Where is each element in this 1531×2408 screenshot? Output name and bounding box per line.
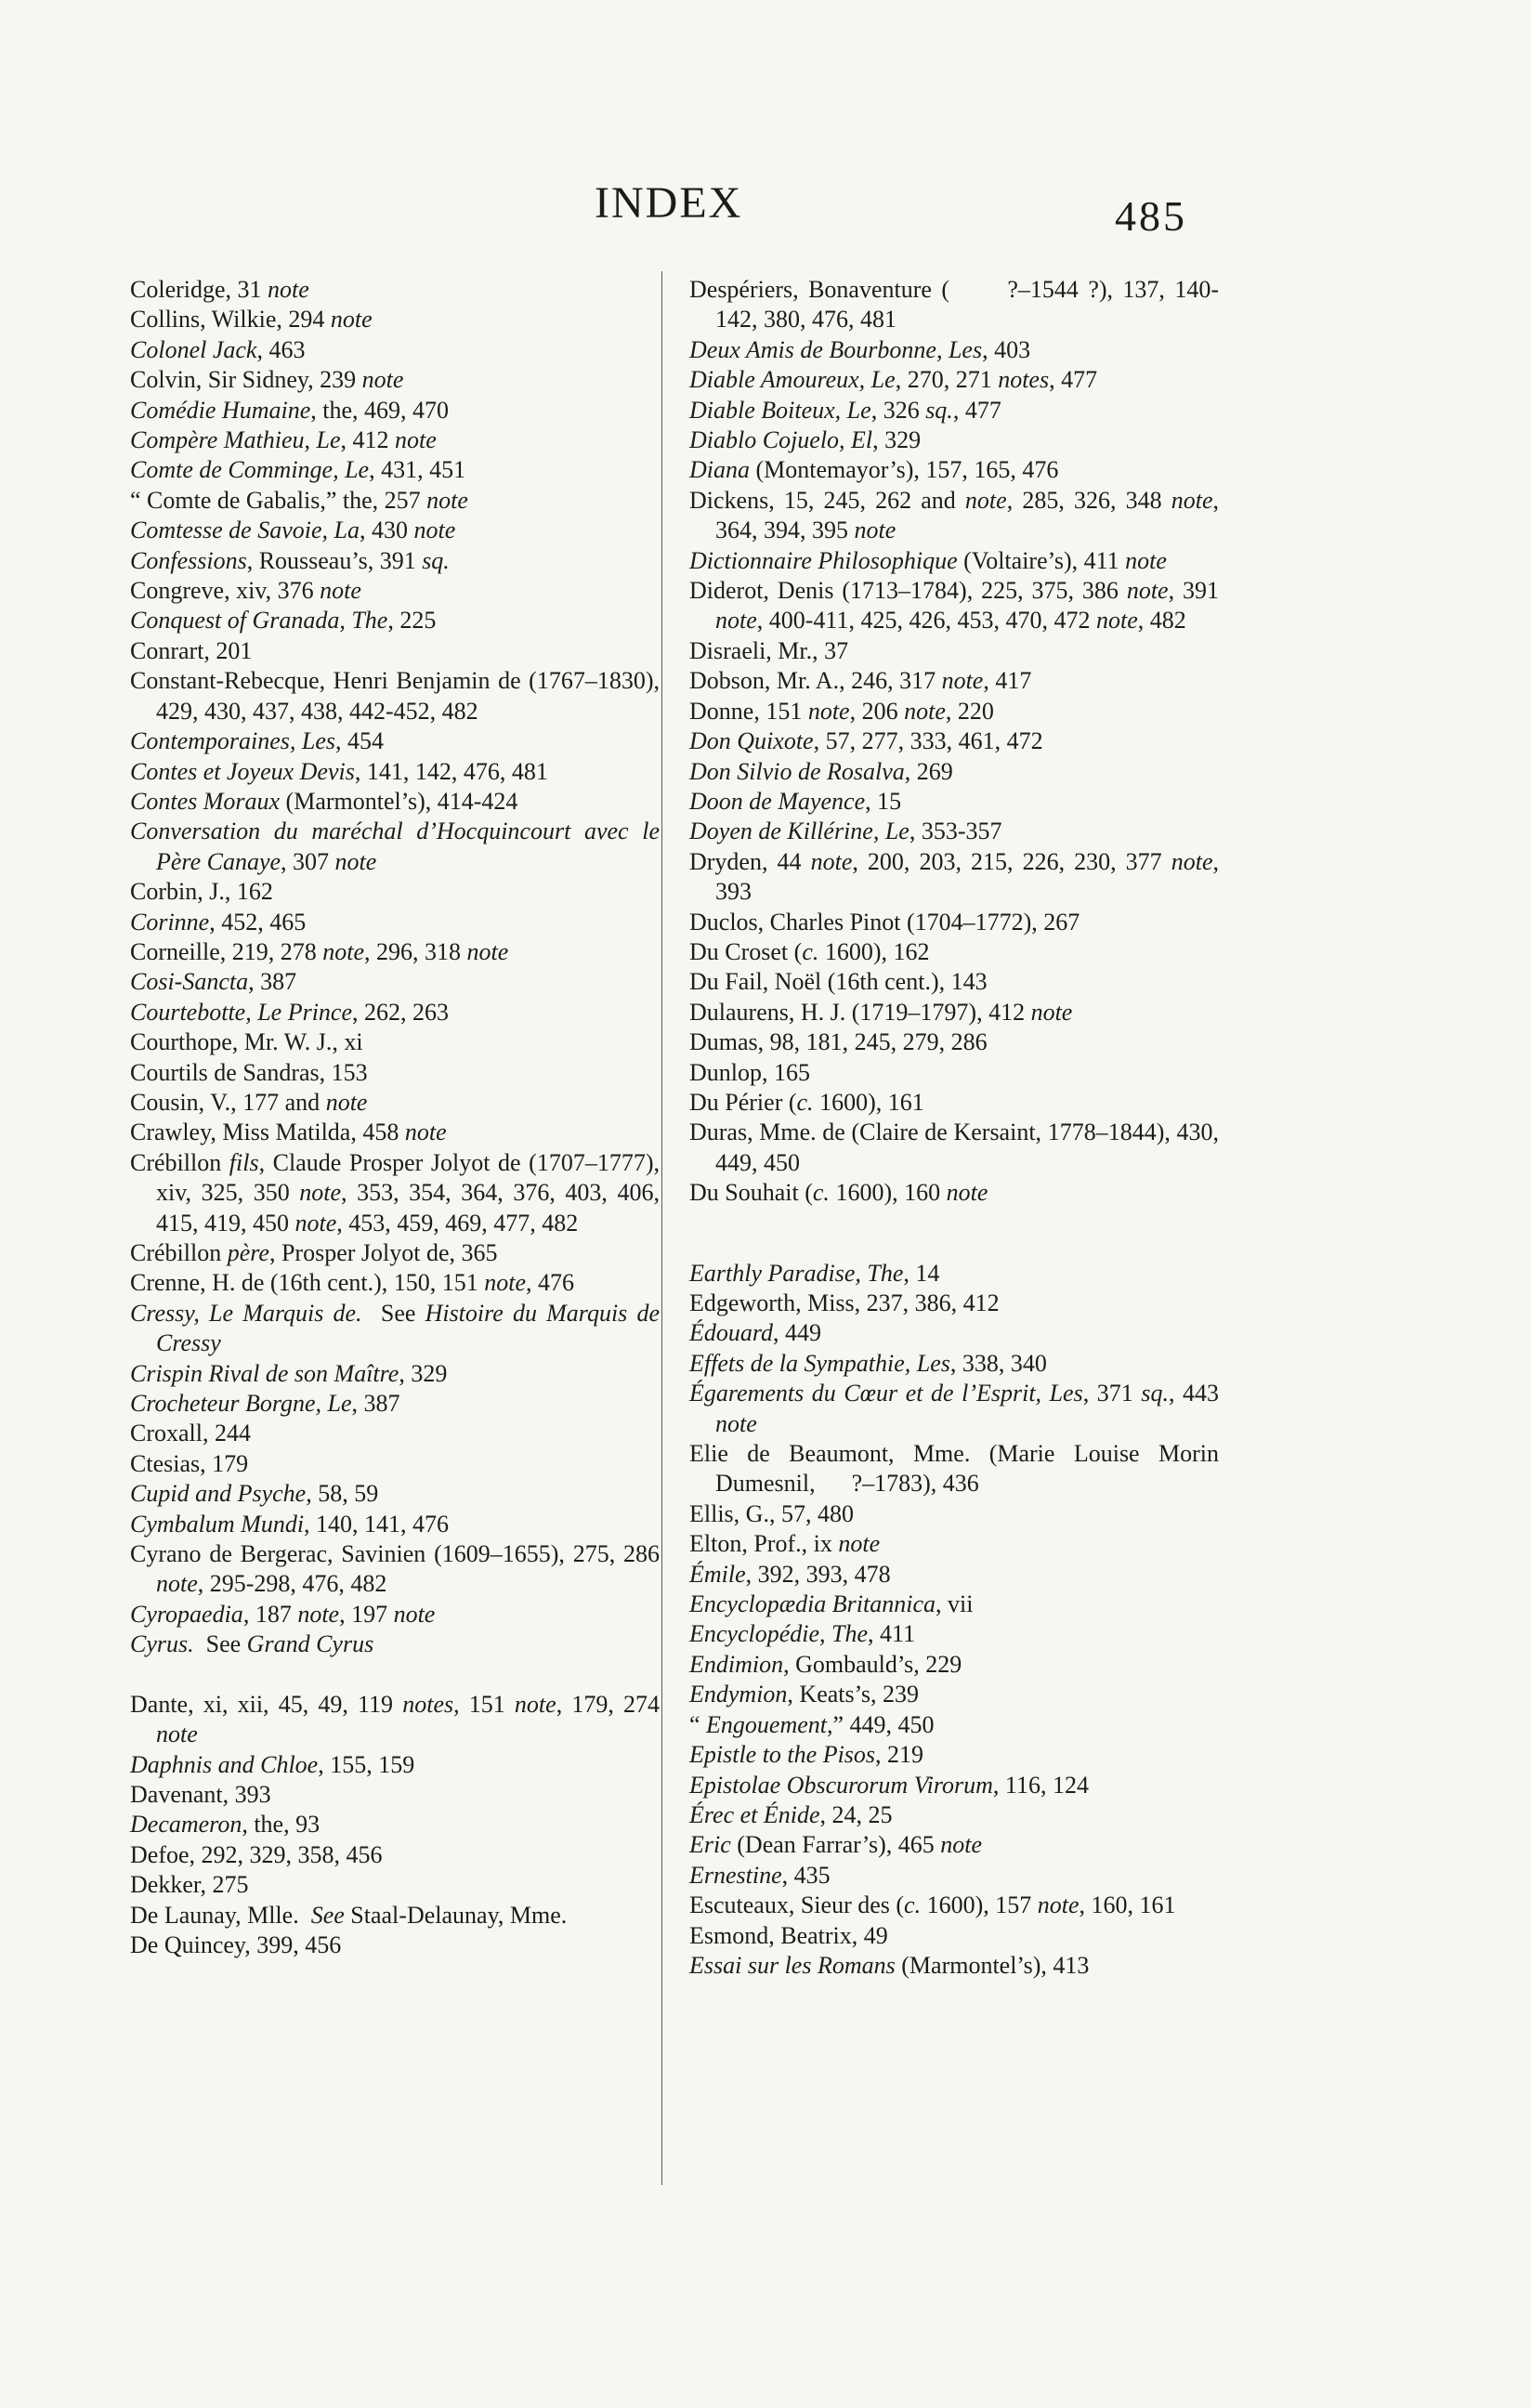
index-entry-cyropaedia: Cyropaedia, 187 note, 197 note <box>130 1600 436 1628</box>
index-entry-dumas: Dumas, 98, 181, 245, 279, 286 <box>689 1028 988 1056</box>
letter-group-spacer <box>689 1209 1219 1259</box>
index-entry-cyrus: Cyrus. See Grand Cyrus <box>130 1630 374 1658</box>
index-entry-escuteaux: Escuteaux, Sieur des (c. 1600), 157 note, 160, 161 <box>689 1891 1176 1919</box>
index-entry-edgeworth: Edgeworth, Miss, 237, 386, 412 <box>689 1289 1000 1316</box>
index-entry-doyen-de-killerine: Doyen de Killérine, Le, 353-357 <box>689 818 1002 845</box>
index-entry-contes-et-joyeux-devis: Contes et Joyeux Devis, 141, 142, 476, 481 <box>130 757 548 785</box>
index-entry-cosi-sancta: Cosi-Sancta, 387 <box>130 968 297 996</box>
index-entry-dobson: Dobson, Mr. A., 246, 317 note, 417 <box>689 667 1032 695</box>
index-entry-dryden: Dryden, 44 note, 200, 203, 215, 226, 230, 377 note, 393 <box>689 847 1220 906</box>
index-entry-erec-et-enide: Érec et Énide, 24, 25 <box>689 1800 893 1828</box>
index-entry-crebillon-fils: Crébillon fils, Claude Prosper Jolyot de (1707–1777), xiv, 325, 350 note, 353, 354, 364, 376, 403, 406, 415, 419, 450 note, 453, 459, 469, 477, 482 <box>130 1148 660 1237</box>
index-entry-cupid-and-psyche: Cupid and Psyche, 58, 59 <box>130 1480 379 1508</box>
index-entry-disraeli: Disraeli, Mr., 37 <box>689 636 849 664</box>
index-entry-endimion: Endimion, Gombauld’s, 229 <box>689 1650 962 1678</box>
index-entry-collins: Collins, Wilkie, 294 note <box>130 306 373 334</box>
index-entry-desperiers: Despériers, Bonaventure ( ?–1544 ?), 137, 140-142, 380, 476, 481 <box>689 276 1219 334</box>
index-entry-du-perier: Du Périer (c. 1600), 161 <box>689 1088 924 1116</box>
index-entry-earthly-paradise: Earthly Paradise, The, 14 <box>689 1259 940 1287</box>
index-entry-esmond: Esmond, Beatrix, 49 <box>689 1921 888 1949</box>
index-entry-essai-sur-les-romans: Essai sur les Romans (Marmontel’s), 413 <box>689 1951 1090 1979</box>
index-entry-conversation-du-marechal: Conversation du maréchal d’Hocquincourt avec le Père Canaye, 307 note <box>130 818 660 875</box>
index-entry-confessions: Confessions, Rousseau’s, 391 sq. <box>130 546 450 574</box>
index-entry-de-quincey: De Quincey, 399, 456 <box>130 1930 342 1958</box>
index-entry-epistle-to-the-pisos: Epistle to the Pisos, 219 <box>689 1741 924 1769</box>
index-entry-davenant: Davenant, 393 <box>130 1780 271 1808</box>
index-entry-effets-de-la-sympathie: Effets de la Sympathie, Les, 338, 340 <box>689 1349 1047 1377</box>
index-entry-courthope: Courthope, Mr. W. J., xi <box>130 1028 363 1056</box>
index-entry-congreve: Congreve, xiv, 376 note <box>130 577 361 605</box>
index-entry-cyrano: Cyrano de Bergerac, Savinien (1609–1655), 275, 286 note, 295-298, 476, 482 <box>130 1540 660 1598</box>
index-entry-ellis: Ellis, G., 57, 480 <box>689 1499 854 1527</box>
letter-group-spacer <box>130 1660 660 1690</box>
left-column <box>130 275 660 1960</box>
index-entry-comte-de-gabalis: “ Comte de Gabalis,” the, 257 note <box>130 486 468 514</box>
index-entry-diable-boiteux: Diable Boiteux, Le, 326 sq., 477 <box>689 396 1001 424</box>
index-entry-cressy: Cressy, Le Marquis de. See Histoire du Marquis de Cressy <box>130 1299 660 1357</box>
index-entry-epistolae: Epistolae Obscurorum Virorum, 116, 124 <box>689 1771 1089 1799</box>
index-entry-don-quixote: Don Quixote, 57, 277, 333, 461, 472 <box>689 727 1043 755</box>
index-entry-corbin: Corbin, J., 162 <box>130 878 273 906</box>
index-entry-contemporaines: Contemporaines, Les, 454 <box>130 727 384 755</box>
index-entry-corneille: Corneille, 219, 278 note, 296, 318 note <box>130 937 509 965</box>
index-entry-courtebotte: Courtebotte, Le Prince, 262, 263 <box>130 998 450 1026</box>
index-entry-diablo-cojuelo: Diablo Cojuelo, El, 329 <box>689 426 922 454</box>
index-entry-croxall: Croxall, 244 <box>130 1420 251 1447</box>
index-entry-edouard: Édouard, 449 <box>689 1319 822 1347</box>
index-entry-constant-rebecque: Constant-Rebecque, Henri Benjamin de (1767–1830), 429, 430, 437, 438, 442-452, 482 <box>130 667 660 725</box>
index-entry-coleridge: Coleridge, 31 note <box>130 276 309 303</box>
index-entry-dickens: Dickens, 15, 245, 262 and note, 285, 326, 348 note, 364, 394, 395 note <box>689 486 1219 544</box>
index-entry-daphnis-and-chloe: Daphnis and Chloe, 155, 159 <box>130 1750 415 1778</box>
index-entry-elton: Elton, Prof., ix note <box>689 1530 881 1558</box>
index-entry-deux-amis: Deux Amis de Bourbonne, Les, 403 <box>689 335 1031 363</box>
index-entry-diable-amoureux: Diable Amoureux, Le, 270, 271 notes, 477 <box>689 366 1098 394</box>
index-entry-egarements: Égarements du Cœur et de l’Esprit, Les, 371 sq., 443 note <box>689 1380 1220 1437</box>
index-entry-duclos: Duclos, Charles Pinot (1704–1772), 267 <box>689 908 1080 936</box>
index-entry-du-fail: Du Fail, Noël (16th cent.), 143 <box>689 968 988 996</box>
index-entry-encyclopedie: Encyclopédie, The, 411 <box>689 1620 916 1648</box>
index-entry-du-croset: Du Croset (c. 1600), 162 <box>689 937 930 965</box>
index-entry-diderot: Diderot, Denis (1713–1784), 225, 375, 386 note, 391 note, 400-411, 425, 426, 453, 470, 472 note, 482 <box>689 577 1219 635</box>
index-entry-donne: Donne, 151 note, 206 note, 220 <box>689 697 994 725</box>
index-entry-endymion: Endymion, Keats’s, 239 <box>689 1681 919 1708</box>
index-entry-dekker: Dekker, 275 <box>130 1871 249 1899</box>
index-entry-dulaurens: Dulaurens, H. J. (1719–1797), 412 note <box>689 998 1073 1026</box>
index-entry-defoe: Defoe, 292, 329, 358, 456 <box>130 1840 383 1868</box>
index-entry-du-souhait: Du Souhait (c. 1600), 160 note <box>689 1179 988 1207</box>
right-column <box>689 275 1219 1981</box>
index-entry-crispin-rival: Crispin Rival de son Maître, 329 <box>130 1359 448 1387</box>
index-entry-emile: Émile, 392, 393, 478 <box>689 1560 891 1588</box>
index-entry-doon-de-mayence: Doon de Mayence, 15 <box>689 787 902 815</box>
index-entry-cymbalum-mundi: Cymbalum Mundi, 140, 141, 476 <box>130 1510 450 1538</box>
index-entry-comtesse-de-savoie: Comtesse de Savoie, La, 430 note <box>130 517 456 544</box>
index-entry-contes-moraux: Contes Moraux (Marmontel’s), 414-424 <box>130 787 518 815</box>
index-entry-colonel-jack: Colonel Jack, 463 <box>130 335 306 363</box>
page-header <box>0 0 1531 251</box>
index-entry-engouement: “ Engouement,” 449, 450 <box>689 1710 935 1738</box>
index-entry-duras: Duras, Mme. de (Claire de Kersaint, 1778–1844), 430, 449, 450 <box>689 1119 1219 1176</box>
index-entry-courtils: Courtils de Sandras, 153 <box>130 1058 368 1086</box>
index-entry-conquest-of-granada: Conquest of Granada, The, 225 <box>130 607 437 635</box>
index-entry-dunlop: Dunlop, 165 <box>689 1058 810 1086</box>
index-entry-dictionnaire-philosophique: Dictionnaire Philosophique (Voltaire’s), 411 note <box>689 546 1167 574</box>
index-entry-eric: Eric (Dean Farrar’s), 465 note <box>689 1831 983 1859</box>
index-entry-comte-de-comminge: Comte de Comminge, Le, 431, 451 <box>130 456 466 484</box>
page-title: INDEX <box>595 178 743 228</box>
index-entry-colvin: Colvin, Sir Sidney, 239 note <box>130 366 404 394</box>
index-entry-crenne: Crenne, H. de (16th cent.), 150, 151 note, 476 <box>130 1269 575 1297</box>
index-entry-don-silvio: Don Silvio de Rosalva, 269 <box>689 757 953 785</box>
index-entry-de-launay: De Launay, Mlle. See Staal-Delaunay, Mme. <box>130 1901 568 1929</box>
index-entry-encyclopaedia-britannica: Encyclopædia Britannica, vii <box>689 1590 974 1618</box>
index-entry-ernestine: Ernestine, 435 <box>689 1861 831 1889</box>
index-entry-crocheteur-borgne: Crocheteur Borgne, Le, 387 <box>130 1390 400 1418</box>
index-entry-crawley: Crawley, Miss Matilda, 458 note <box>130 1119 447 1146</box>
index-entry-compere-mathieu: Compère Mathieu, Le, 412 note <box>130 426 437 454</box>
index-entry-crebillon-pere: Crébillon père, Prosper Jolyot de, 365 <box>130 1239 498 1266</box>
index-entry-decameron: Decameron, the, 93 <box>130 1811 321 1839</box>
index-entry-corinne: Corinne, 452, 465 <box>130 908 307 936</box>
index-entry-dante: Dante, xi, xii, 45, 49, 119 notes, 151 note, 179, 274 note <box>130 1690 660 1748</box>
index-entry-elie-de-beaumont: Elie de Beaumont, Mme. (Marie Louise Morin Dumesnil, ?–1783), 436 <box>689 1440 1219 1498</box>
column-divider <box>661 271 662 2185</box>
index-entry-ctesias: Ctesias, 179 <box>130 1449 249 1477</box>
index-entry-diana: Diana (Montemayor’s), 157, 165, 476 <box>689 456 1059 484</box>
index-entry-conrart: Conrart, 201 <box>130 636 253 664</box>
index-entry-cousin: Cousin, V., 177 and note <box>130 1088 368 1116</box>
index-entry-comedie-humaine: Comédie Humaine, the, 469, 470 <box>130 396 450 424</box>
page-number: 485 <box>1115 192 1187 240</box>
